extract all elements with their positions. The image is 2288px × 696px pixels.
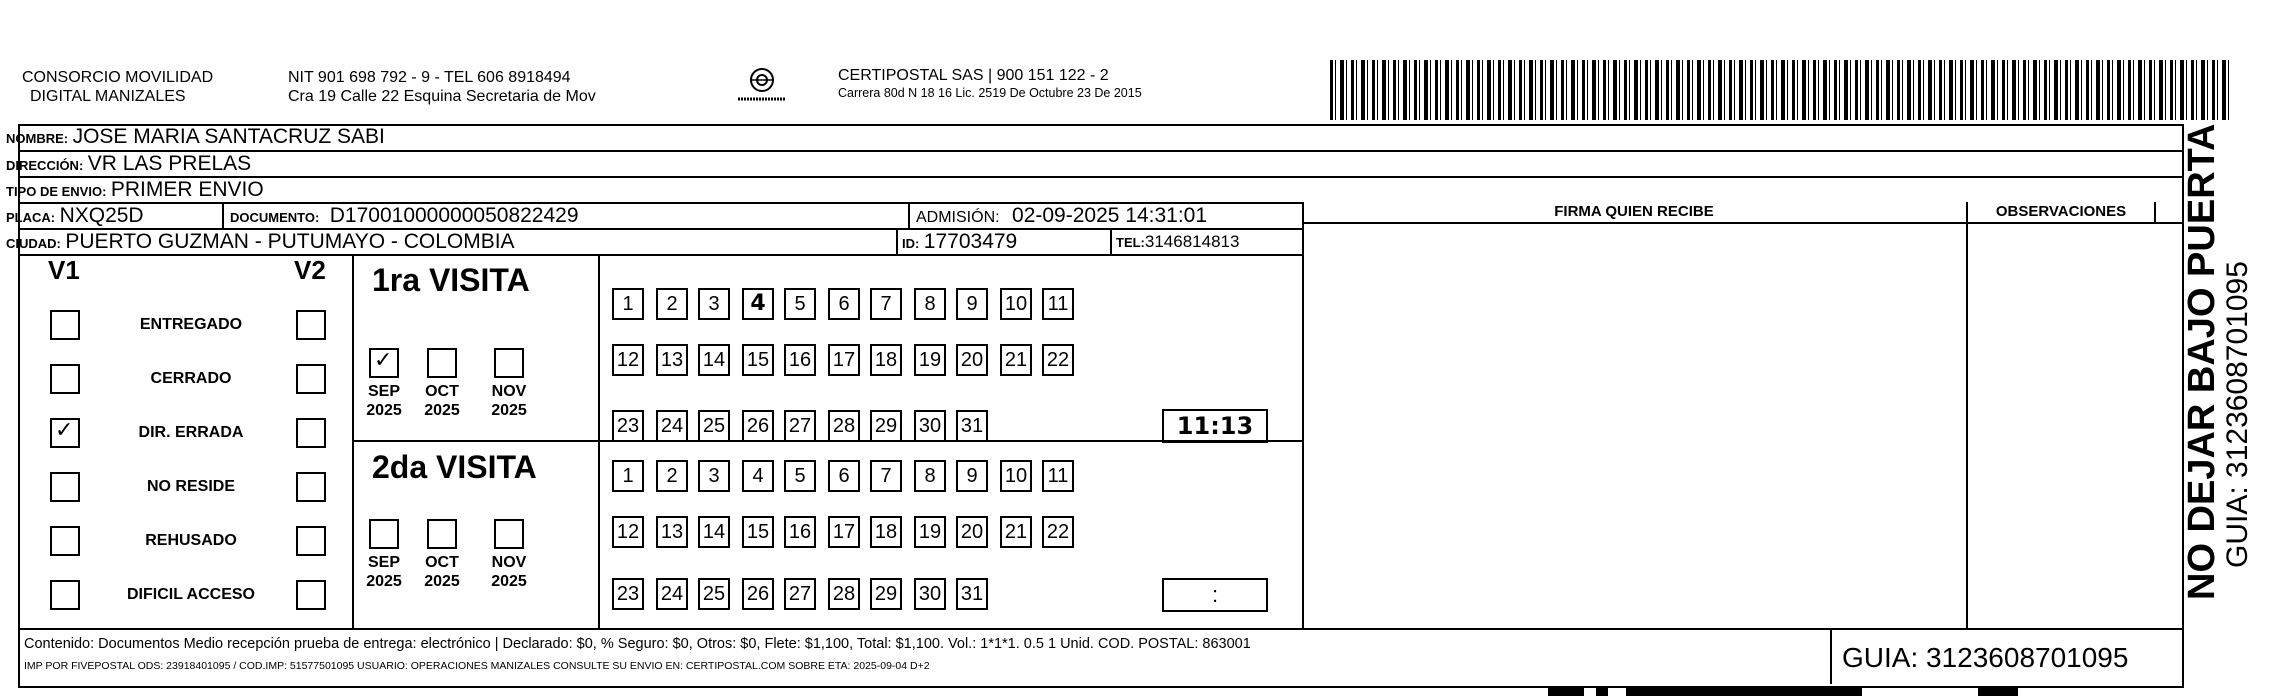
visit1-month-label [359,382,409,420]
visit1-day-box[interactable]: 7 [870,288,902,320]
divider [20,150,2182,152]
month-year: 2025 [424,402,460,419]
visit1-time[interactable] [1162,409,1268,443]
side-guia: GUIA: 3123608701095 [2221,261,2254,568]
visit2-day-box[interactable]: 14 [698,516,730,548]
visit1-month-checkbox[interactable] [369,348,399,378]
direccion-label: DIRECCIÓN: [6,158,84,173]
visit1-day-box[interactable]: 12 [612,344,644,376]
divider [222,202,224,228]
visit2-day-box[interactable]: 9 [956,460,988,492]
visit2-time[interactable] [1162,578,1268,612]
divider [1110,228,1112,254]
placa-value: NXQ25D [59,204,144,227]
visit1-day-box[interactable]: 4 [742,288,774,320]
visit2-day-box[interactable]: 27 [784,578,816,610]
visit1-day-box[interactable]: 17 [828,344,860,376]
status-label: DIR. ERRADA [138,424,244,441]
nit-line2: Cra 19 Calle 22 Esquina Secretaria de Mov [288,88,596,105]
visit1-month-checkbox[interactable] [427,348,457,378]
direccion-row [6,151,251,177]
visit1-time-value: 11:13 [1176,412,1254,440]
barcode-fragment [1596,688,1608,696]
visit1-day-box[interactable]: 10 [1000,288,1032,320]
visit2-day-box[interactable]: 26 [742,578,774,610]
divider [1966,202,1968,628]
company-name [22,68,213,106]
visit1-day-box[interactable]: 19 [914,344,946,376]
visit1-day-box[interactable]: 18 [870,344,902,376]
visit2-day-box[interactable]: 15 [742,516,774,548]
visit1-day-box[interactable]: 8 [914,288,946,320]
divider [908,202,910,228]
visit2-day-box[interactable]: 6 [828,460,860,492]
documento-value: D17001000000050822429 [329,204,579,227]
admision-value: 02-09-2025 14:31:01 [1012,204,1208,227]
visit2-day-box[interactable]: 25 [698,578,730,610]
id-cell [902,229,1017,255]
nombre-row [6,124,385,150]
barcode-fragment [1626,688,1862,696]
divider [20,176,2182,178]
month-year: 2025 [491,402,527,419]
visit2-day-box[interactable]: 11 [1042,460,1074,492]
observaciones-header: OBSERVACIONES [1995,203,2127,220]
v1-checkbox[interactable] [50,418,80,448]
status-label: NO RESIDE [146,478,235,495]
courier-info [838,66,1142,101]
divider [20,628,2182,630]
tel-value: 3146814813 [1144,232,1240,251]
visit1-month-label [417,382,467,420]
visit1-day-box[interactable]: 31 [956,410,988,442]
v1-checkbox[interactable] [50,310,80,340]
side-notice [2182,124,2254,600]
v2-header: V2 [294,255,326,285]
visit2-day-box[interactable]: 1 [612,460,644,492]
status-label: DIFICIL ACCESO [126,586,255,603]
placa-row [6,203,144,229]
signature-area[interactable] [1304,224,1964,626]
divider [896,228,898,254]
visit1-day-box[interactable]: 22 [1042,344,1074,376]
visit1-day-box[interactable]: 27 [784,410,816,442]
visit1-day-box[interactable]: 11 [1042,288,1074,320]
placa-label: PLACA: [6,210,56,225]
visit1-day-box[interactable]: 9 [956,288,988,320]
month-name: OCT [425,383,459,400]
visit2-day-box[interactable]: 2 [656,460,688,492]
visit1-day-box[interactable]: 30 [914,410,946,442]
v2-checkbox[interactable] [296,526,326,556]
visit2-month-label [359,553,409,591]
month-name: NOV [491,554,527,571]
admision-cell [916,203,1207,229]
visit1-day-box[interactable]: 29 [870,410,902,442]
ciudad-row [6,229,515,255]
direccion-value: VR LAS PRELAS [87,152,252,175]
id-value: 17703479 [923,230,1018,253]
divider [2154,202,2156,224]
month-name: OCT [425,554,459,571]
nombre-value: JOSE MARIA SANTACRUZ SABI [72,125,385,148]
visit2-day-box[interactable]: 10 [1000,460,1032,492]
status-label: REHUSADO [145,532,237,549]
observations-area[interactable] [1970,224,2154,626]
visit1-day-box[interactable]: 26 [742,410,774,442]
divider [1830,628,1832,684]
visit2-day-box[interactable]: 22 [1042,516,1074,548]
ciudad-label: CIUDAD: [6,236,61,251]
visit1-day-box[interactable]: 16 [784,344,816,376]
v2-checkbox[interactable] [296,310,326,340]
visit2-day-box[interactable]: 17 [828,516,860,548]
nombre-label: NOMBRE: [6,131,69,146]
visit1-day-box[interactable]: 6 [828,288,860,320]
visit2-day-box[interactable]: 8 [914,460,946,492]
visit2-day-box[interactable]: 23 [612,578,644,610]
visit1-day-box[interactable]: 13 [656,344,688,376]
month-year: 2025 [366,573,402,590]
visit1-day-box[interactable]: 5 [784,288,816,320]
month-name: SEP [367,383,400,400]
v2-checkbox[interactable] [296,418,326,448]
tel-cell [1116,229,1239,255]
visit1-day-box[interactable]: 2 [656,288,688,320]
visit1-day-box[interactable]: 23 [612,410,644,442]
visit2-day-box[interactable]: 5 [784,460,816,492]
visit1-day-box[interactable]: 24 [656,410,688,442]
company-line2: DIGITAL MANIZALES [30,88,186,105]
month-year: 2025 [366,402,402,419]
ciudad-value: PUERTO GUZMAN - PUTUMAYO - COLOMBIA [65,230,515,253]
visit2-day-box[interactable]: 24 [656,578,688,610]
visit2-day-box[interactable]: 30 [914,578,946,610]
visit2-title: 2da VISITA [372,449,537,485]
certipostal-logo [732,66,792,106]
v1-checkbox[interactable] [50,364,80,394]
visit2-day-box[interactable]: 21 [1000,516,1032,548]
visit2-day-box[interactable]: 20 [956,516,988,548]
visit2-day-box[interactable]: 13 [656,516,688,548]
visit2-month-checkbox[interactable] [427,519,457,549]
tipo-value: PRIMER ENVIO [110,178,264,201]
visit2-day-box[interactable]: 7 [870,460,902,492]
visit2-day-box[interactable]: 18 [870,516,902,548]
visit1-month-label [484,382,534,420]
visit1-day-box[interactable]: 28 [828,410,860,442]
courier-line1: CERTIPOSTAL SAS | 900 151 122 - 2 [838,67,1109,84]
header-barcode [1330,60,2230,120]
divider [352,440,1302,442]
barcode-fragment [1978,688,2018,696]
month-name: NOV [491,383,527,400]
visit1-day-box[interactable]: 1 [612,288,644,320]
company-nit [288,68,596,106]
footer-contents: Contenido: Documentos Medio recepción prueba de entrega: electrónico | Declarado: $0, % Seguro: $0, Otros: $0, Flete: $1,100, Total: $1,100. Vol.: 1*1*1. 0.5 1 Unid. COD. POSTAL: 863001 [24,636,1251,652]
company-line1: CONSORCIO MOVILIDAD [22,69,214,86]
v1-checkbox[interactable] [50,526,80,556]
visit2-day-box[interactable]: 4 [742,460,774,492]
visit2-day-box[interactable]: 29 [870,578,902,610]
visit1-day-box[interactable]: 25 [698,410,730,442]
visit1-day-box[interactable]: 20 [956,344,988,376]
footer-guia: GUIA: 3123608701095 [1842,642,2129,673]
v2-checkbox[interactable] [296,472,326,502]
check-mark-icon: ✓ [55,418,74,443]
visit2-month-label [417,553,467,591]
visit1-day-box[interactable]: 15 [742,344,774,376]
visit2-day-box[interactable]: 28 [828,578,860,610]
documento-label: DOCUMENTO: [230,210,320,225]
v2-checkbox[interactable] [296,364,326,394]
nit-line1: NIT 901 698 792 - 9 - TEL 606 8918494 [288,69,571,86]
v1-checkbox[interactable] [50,472,80,502]
month-name: SEP [367,554,400,571]
check-mark-icon: ✓ [374,348,393,373]
visit1-day-box[interactable]: 3 [698,288,730,320]
tipo-label: TIPO DE ENVIO: [6,184,107,199]
v2-checkbox[interactable] [296,580,326,610]
visit2-day-box[interactable]: 16 [784,516,816,548]
admision-label: ADMISIÓN: [916,209,1000,226]
visit1-day-box[interactable]: 14 [698,344,730,376]
status-label: ENTREGADO [139,316,243,333]
visit2-day-box[interactable]: 31 [956,578,988,610]
documento-cell [230,203,579,229]
footer-print-info: IMP POR FIVEPOSTAL ODS: 23918401095 / COD.IMP: 51577501095 USUARIO: OPERACIONES MANIZALES CONSULTE SU ENVIO EN: CERTIPOSTAL.COM SOBRE ETA: 2025-09-04 D+2 [24,660,930,672]
firma-header: FIRMA QUIEN RECIBE [1554,203,1714,220]
visit2-day-box[interactable]: 12 [612,516,644,548]
visit2-month-checkbox[interactable] [494,519,524,549]
month-year: 2025 [424,573,460,590]
visit2-day-box[interactable]: 3 [698,460,730,492]
status-label: CERRADO [150,370,232,387]
visit1-title: 1ra VISITA [372,262,530,298]
v1-checkbox[interactable] [50,580,80,610]
tipo-row [6,177,264,203]
visit2-month-label [484,553,534,591]
visit2-time-value: : [1211,582,1219,607]
side-notice-title: NO DEJAR BAJO PUERTA [2181,123,2223,600]
visit2-month-checkbox[interactable] [369,519,399,549]
month-year: 2025 [491,573,527,590]
visit1-day-box[interactable]: 21 [1000,344,1032,376]
courier-line2: Carrera 80d N 18 16 Lic. 2519 De Octubre 23 De 2015 [838,86,1142,100]
tel-label: TEL: [1116,235,1145,250]
id-label: ID: [902,236,920,251]
visit2-day-box[interactable]: 19 [914,516,946,548]
visit1-month-checkbox[interactable] [494,348,524,378]
v1-header: V1 [48,255,80,285]
barcode-fragment [1548,688,1584,696]
